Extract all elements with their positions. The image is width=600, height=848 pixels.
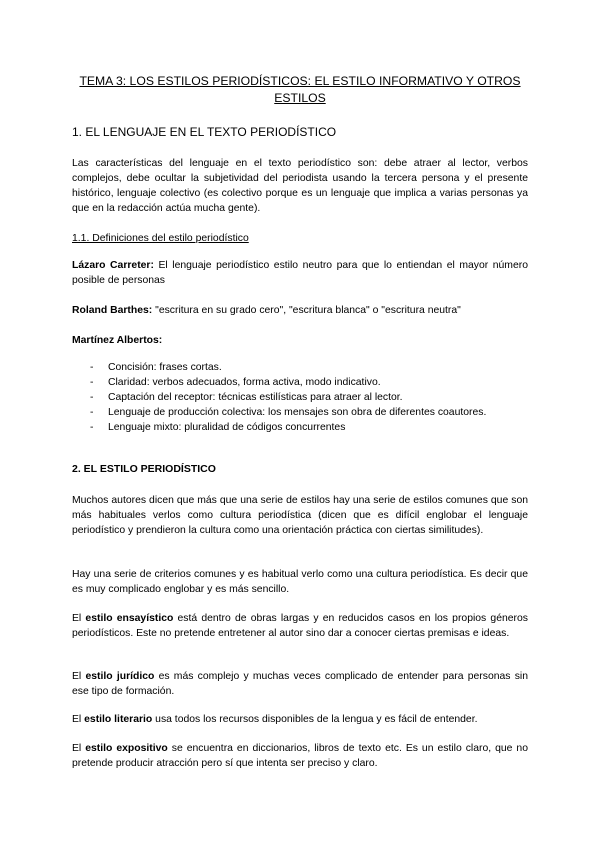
- document-title: TEMA 3: LOS ESTILOS PERIODÍSTICOS: EL ESTILO INFORMATIVO Y OTROS ESTILOS: [79, 74, 521, 105]
- paragraph-text: El: [72, 714, 85, 725]
- section-1-intro: Las características del lenguaje en el texto periodístico son: debe atraer al lector, verbos complejos, debe ocultar la subjetividad del periodista usando la tercera persona y el presente histórico, lenguaje colectivo (es colectivo porque es un lenguaje que implica a varias personas ya que en la redacción actúa mucha gente).: [72, 158, 528, 214]
- list-item: [72, 360, 528, 375]
- list-item-text: Claridad: verbos adecuados, forma activa, modo indicativo.: [108, 377, 381, 388]
- list-dash: -: [90, 377, 94, 388]
- list-item: [72, 405, 528, 420]
- estilo-literario-paragraph: [72, 712, 528, 727]
- list-item-text: Captación del receptor: técnicas estilísticas para atraer al lector.: [108, 392, 403, 403]
- list-item: [72, 375, 528, 390]
- paragraph-text: El: [72, 613, 86, 624]
- albertos-list: [72, 360, 528, 435]
- term-literario: estilo literario: [84, 714, 153, 725]
- estilo-juridico-paragraph: [72, 669, 528, 699]
- albertos-definition: [72, 333, 528, 348]
- list-dash: -: [90, 422, 94, 433]
- carreter-name: Lázaro Carreter:: [72, 260, 154, 271]
- section-2-paragraph-2: Hay una serie de criterios comunes y es habitual verlo como una cultura periodística. Es decir que es muy complicado englobar y es más sencillo.: [72, 569, 528, 595]
- section-1-heading: 1. EL LENGUAJE EN EL TEXTO PERIODÍSTICO: [72, 125, 337, 139]
- carreter-text: El lenguaje periodístico estilo neutro para que lo entiendan el mayor número posible de personas: [72, 260, 528, 286]
- section-2-heading: 2. EL ESTILO PERIODÍSTICO: [72, 463, 216, 475]
- list-item-text: Concisión: frases cortas.: [108, 362, 222, 373]
- barthes-text: "escritura en su grado cero", "escritura blanca" o "escritura neutra": [152, 305, 461, 316]
- paragraph-text: El: [72, 671, 86, 682]
- term-ensayistico: estilo ensayístico: [85, 613, 174, 624]
- paragraph-text: es más complejo y muchas veces complicado de entender para personas sin ese tipo de formación.: [72, 671, 528, 697]
- term-juridico: estilo jurídico: [85, 671, 155, 682]
- list-item: [72, 390, 528, 405]
- list-item-text: Lenguaje de producción colectiva: los mensajes son obra de diferentes coautores.: [108, 407, 487, 418]
- subsection-1-1-heading: 1.1. Definiciones del estilo periodístico: [72, 233, 249, 244]
- list-item: [72, 420, 528, 435]
- estilo-ensayistico-paragraph: [72, 611, 528, 641]
- barthes-definition: [72, 303, 528, 318]
- list-item-text: Lenguaje mixto: pluralidad de códigos concurrentes: [108, 422, 346, 433]
- section-2-paragraph-1: Muchos autores dicen que más que una serie de estilos hay una serie de estilos comunes que son más habituales verlos como cultura periodística (dicen que es difícil englobar el lenguaje periodístico y prendieron la cultura como una orientación práctica con ciertas similitudes).: [72, 495, 528, 536]
- list-dash: -: [90, 392, 94, 403]
- barthes-name: Roland Barthes:: [72, 305, 153, 316]
- term-expositivo: estilo expositivo: [85, 743, 168, 754]
- estilo-expositivo-paragraph: [72, 741, 528, 771]
- carreter-definition: [72, 258, 528, 288]
- list-dash: -: [90, 362, 94, 373]
- list-dash: -: [90, 407, 94, 418]
- albertos-name: Martínez Albertos:: [72, 335, 163, 346]
- paragraph-text: El: [72, 743, 86, 754]
- paragraph-text: usa todos los recursos disponibles de la lengua y es fácil de entender.: [152, 714, 478, 725]
- paragraph-text: está dentro de obras largas y en reducidos casos en los propios géneros periodísticos. Este no pretende entretener al autor sino dar a conocer ciertas premisas e ideas.: [72, 613, 528, 639]
- paragraph-text: se encuentra en diccionarios, libros de texto etc. Es un estilo claro, que no pretende producir atracción pero sí que intenta ser preciso y claro.: [72, 743, 528, 769]
